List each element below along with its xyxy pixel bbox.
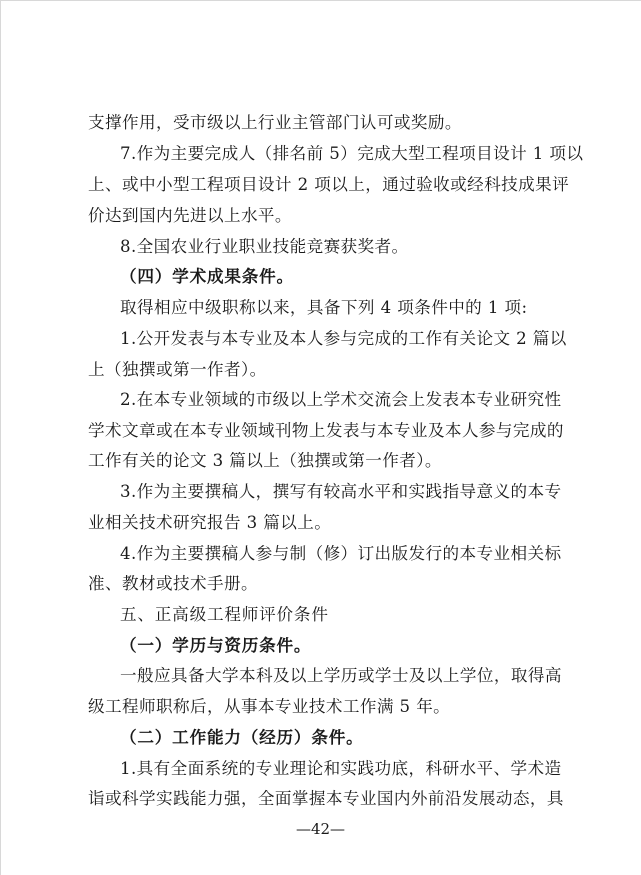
- body-line: 上、或中小型工程项目设计 2 项以上，通过验收或经科技成果评: [88, 175, 570, 194]
- body-line: 工作有关的论文 3 篇以上（独撰或第一作者）。: [88, 451, 442, 470]
- body-line: 1.具有全面系统的专业理论和实践功底，科研水平、学术造: [120, 759, 562, 778]
- page-top-edge: [0, 0, 641, 1]
- body-line: 诣或科学实践能力强，全面掌握本专业国内外前沿发展动态，具: [88, 789, 564, 808]
- body-line: 级工程师职称后，从事本专业技术工作满 5 年。: [88, 697, 451, 716]
- section-subheading: （二）工作能力（经历）条件。: [120, 728, 364, 747]
- body-line: 上（独撰或第一作者）。: [88, 360, 267, 379]
- body-line: 学术文章或在本专业领域刊物上发表与本专业及本人参与完成的: [88, 421, 564, 440]
- body-line: 一般应具备大学本科及以上学历或学士及以上学位，取得高: [120, 666, 562, 685]
- body-line: 1.公开发表与本专业及本人参与完成的工作有关论文 2 篇以: [120, 329, 567, 348]
- body-line: 3.作为主要撰稿人，撰写有较高水平和实践指导意义的本专: [120, 482, 562, 501]
- section-subheading: （四）学术成果条件。: [120, 267, 294, 286]
- body-line: 价达到国内先进以上水平。: [88, 206, 292, 225]
- body-line: 取得相应中级职称以来，具备下列 4 项条件中的 1 项:: [120, 298, 528, 317]
- section-heading: 五、正高级工程师评价条件: [120, 605, 329, 624]
- body-line: 支撑作用，受市级以上行业主管部门认可或奖励。: [88, 113, 462, 132]
- page-left-edge: [0, 0, 1, 875]
- body-line: 4.作为主要撰稿人参与制（修）订出版发行的本专业相关标: [120, 544, 562, 563]
- body-line: 7.作为主要完成人（排名前 5）完成大型工程项目设计 1 项以: [120, 144, 584, 163]
- section-subheading: （一）学历与资历条件。: [120, 636, 312, 655]
- page-number: —42—: [295, 820, 346, 838]
- body-line: 2.在本专业领域的市级以上学术交流会上发表本专业研究性: [120, 390, 562, 409]
- body-line: 准、教材或技术手册。: [88, 574, 258, 593]
- body-line: 业相关技术研究报告 3 篇以上。: [88, 513, 332, 532]
- body-line: 8.全国农业行业职业技能竞赛获奖者。: [120, 237, 409, 256]
